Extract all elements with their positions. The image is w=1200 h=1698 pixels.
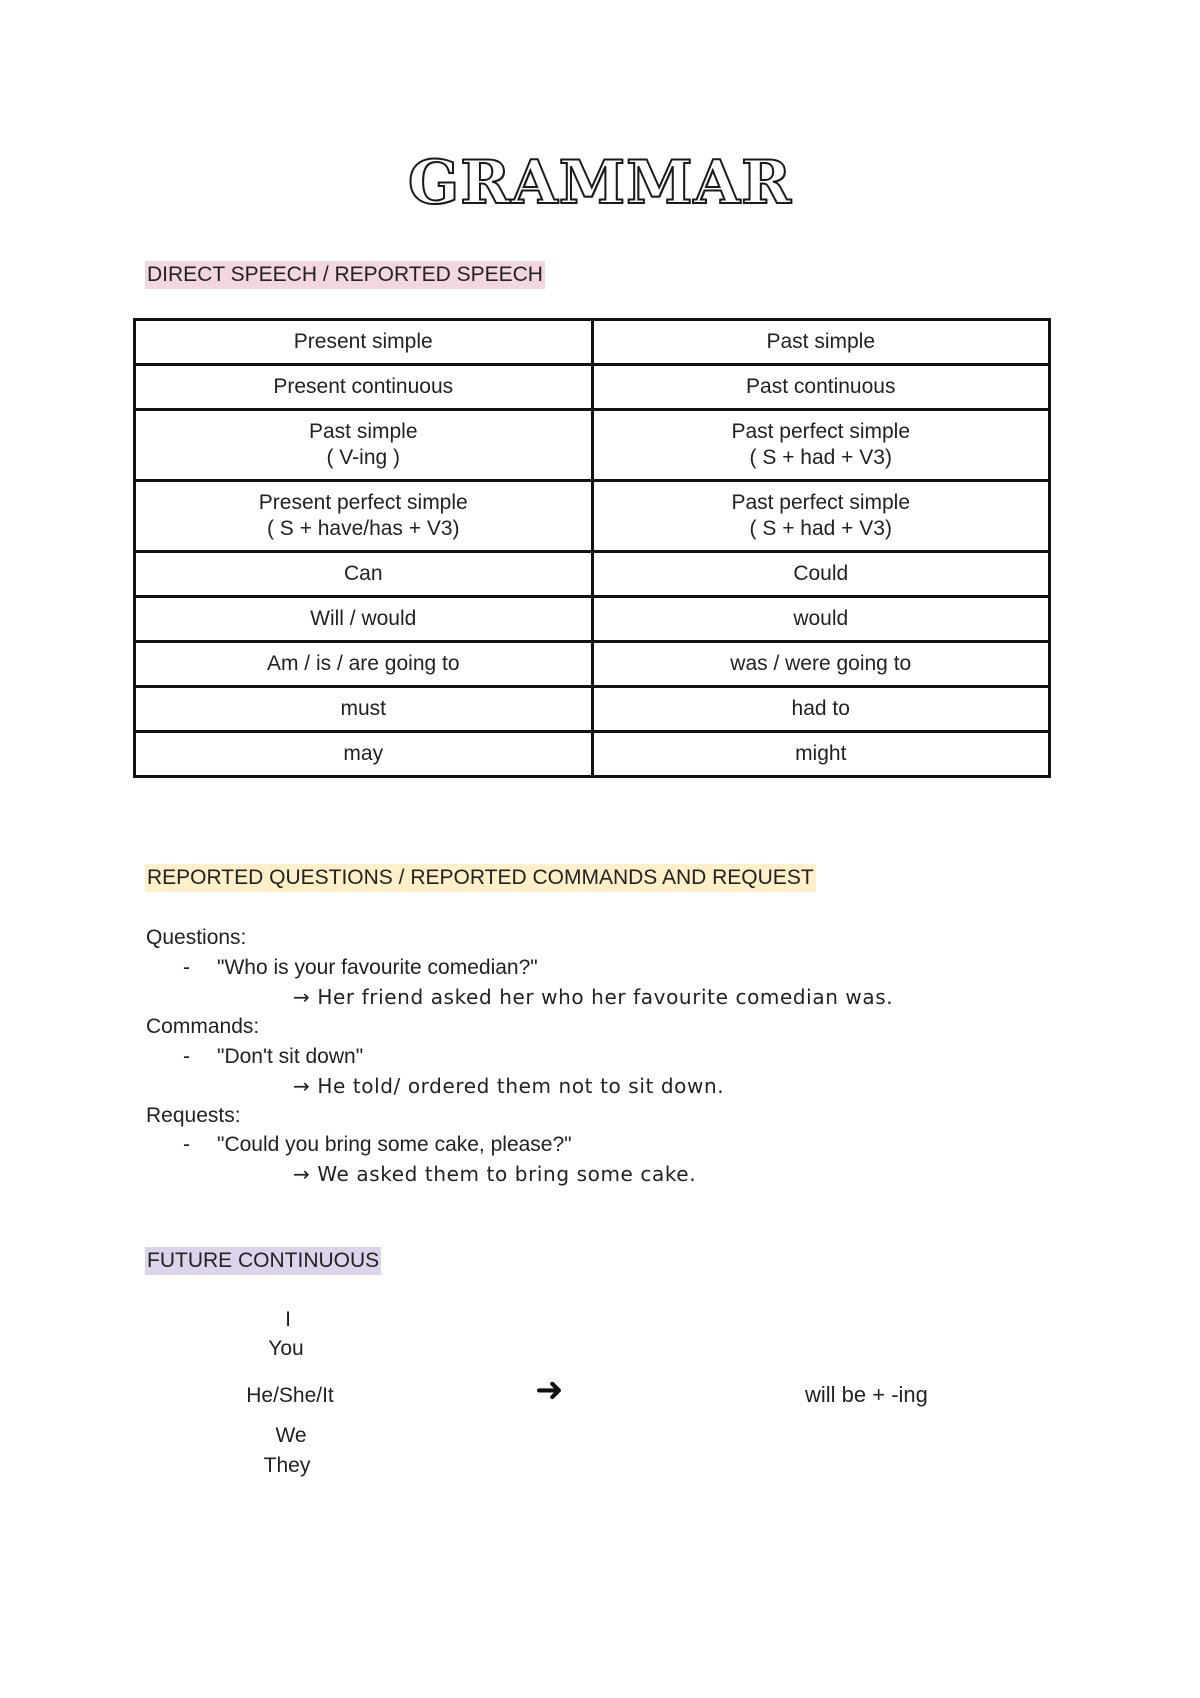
questions-bullet: - <box>183 956 190 979</box>
reported-cell-text: would <box>793 607 849 630</box>
commands-bullet: - <box>183 1045 190 1068</box>
direct-cell <box>135 732 593 777</box>
reported-cell <box>592 410 1050 481</box>
direct-cell-subtext: ( S + have/has + V3) <box>266 517 460 540</box>
page-title: GRAMMAR <box>408 148 792 218</box>
reported-cell-subtext: ( S + had + V3) <box>749 517 892 540</box>
reported-cell-text: might <box>795 742 847 765</box>
direct-reported-speech-table <box>133 318 1051 778</box>
questions-quote: "Who is your favourite comedian?" <box>217 956 538 979</box>
direct-cell-text: must <box>340 697 386 720</box>
direct-cell-text: Will / would <box>310 607 417 630</box>
table-row <box>135 552 1050 597</box>
reported-cell <box>592 552 1050 597</box>
direct-cell <box>135 365 593 410</box>
direct-cell-text: may <box>343 742 384 765</box>
reported-cell <box>592 642 1050 687</box>
requests-quote: "Could you bring some cake, please?" <box>217 1133 572 1156</box>
table-row <box>135 642 1050 687</box>
direct-cell <box>135 552 593 597</box>
reported-cell-text: Past perfect simple <box>731 491 911 514</box>
reported-cell-text: Could <box>793 562 849 585</box>
pronoun-you: You <box>268 1337 304 1360</box>
pronoun-we: We <box>275 1424 307 1447</box>
pronoun-they: They <box>263 1454 311 1477</box>
reported-cell <box>592 320 1050 365</box>
future-continuous-rule: will be + -ing <box>805 1382 928 1407</box>
direct-cell <box>135 642 593 687</box>
reported-cell-text: Past simple <box>766 330 876 353</box>
reported-cell-text: Past continuous <box>746 375 896 398</box>
future-continuous-heading: FUTURE CONTINUOUS <box>145 1247 381 1275</box>
commands-label: Commands: <box>146 1015 260 1038</box>
reported-cell <box>592 365 1050 410</box>
direct-cell-text: Can <box>343 562 383 585</box>
reported-cell-text: was / were going to <box>730 652 912 675</box>
pronoun-he-she-it: He/She/It <box>246 1384 334 1407</box>
right-arrow-icon: ➜ <box>535 1371 564 1409</box>
reported-cell-text: had to <box>791 697 850 720</box>
reported-cell <box>592 687 1050 732</box>
reported-cell-text: Past perfect simple <box>731 420 911 443</box>
direct-cell-subtext: ( V-ing ) <box>326 446 401 469</box>
direct-cell-text: Am / is / are going to <box>266 652 460 675</box>
requests-result: → We asked them to bring some cake. <box>293 1162 697 1186</box>
direct-speech-heading: DIRECT SPEECH / REPORTED SPEECH <box>145 261 545 289</box>
reported-cell <box>592 732 1050 777</box>
direct-cell <box>135 687 593 732</box>
questions-result: → Her friend asked her who her favourite comedian was. <box>293 985 894 1009</box>
table-row <box>135 410 1050 481</box>
table-row <box>135 481 1050 552</box>
direct-cell-text: Present continuous <box>273 375 454 398</box>
table-row <box>135 732 1050 777</box>
commands-result: → He told/ ordered them not to sit down. <box>293 1074 725 1098</box>
questions-label: Questions: <box>146 926 247 949</box>
direct-cell <box>135 410 593 481</box>
table-row <box>135 320 1050 365</box>
table-row <box>135 597 1050 642</box>
table-row <box>135 687 1050 732</box>
table-row <box>135 365 1050 410</box>
commands-quote: "Don't sit down" <box>217 1045 364 1068</box>
reported-questions-heading: REPORTED QUESTIONS / REPORTED COMMANDS AND REQUEST <box>145 864 816 892</box>
reported-cell <box>592 597 1050 642</box>
reported-cell-subtext: ( S + had + V3) <box>749 446 892 469</box>
direct-cell <box>135 597 593 642</box>
direct-cell <box>135 320 593 365</box>
requests-label: Requests: <box>146 1104 241 1127</box>
direct-cell <box>135 481 593 552</box>
direct-cell-text: Present perfect simple <box>258 491 468 514</box>
reported-cell <box>592 481 1050 552</box>
pronoun-i: I <box>285 1308 291 1331</box>
requests-bullet: - <box>183 1133 190 1156</box>
direct-cell-text: Past simple <box>308 420 418 443</box>
direct-cell-text: Present simple <box>293 330 433 353</box>
